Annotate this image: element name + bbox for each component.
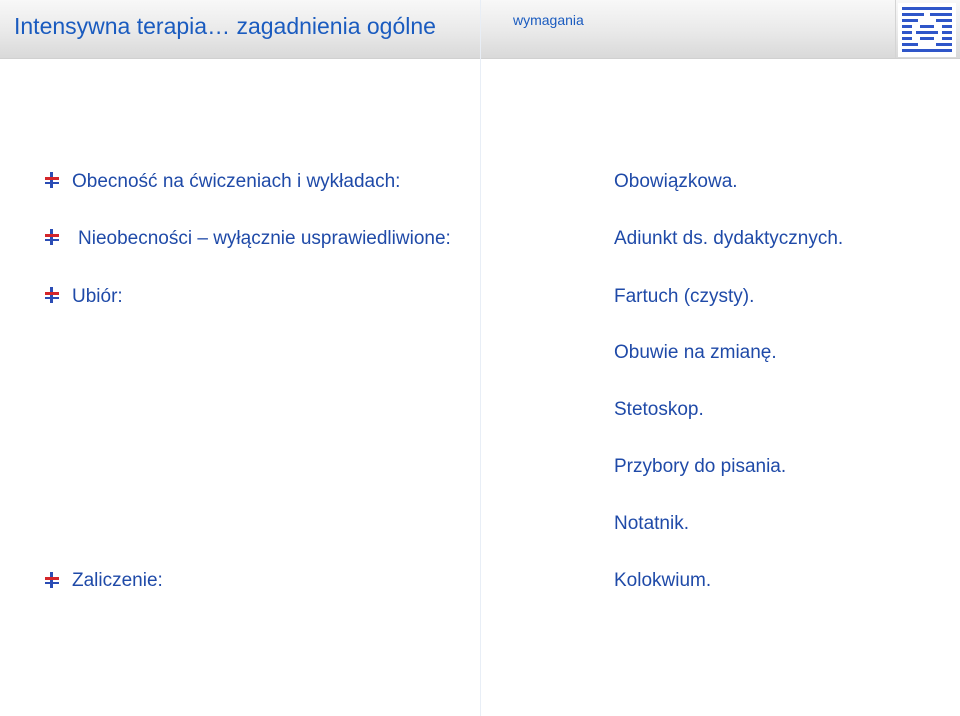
column-divider — [480, 0, 481, 716]
list-bullet-icon — [44, 572, 60, 588]
clothing-label: Ubiór: — [72, 286, 123, 307]
header-divider — [895, 0, 896, 58]
attendance-label: Obecność na ćwiczeniach i wykładach: — [72, 171, 401, 192]
absence-label: Nieobecności – wyłącznie usprawiedliwione: — [78, 228, 451, 249]
list-bullet-icon — [44, 287, 60, 303]
institution-logo-icon — [898, 3, 956, 57]
clothing-item-stethoscope: Stetoskop. — [614, 399, 704, 420]
clothing-item-notebook: Notatnik. — [614, 513, 689, 534]
clothing-value: Fartuch (czysty). — [614, 286, 755, 307]
clothing-item-shoes: Obuwie na zmianę. — [614, 342, 777, 363]
credit-value: Kolokwium. — [614, 570, 712, 591]
list-bullet-icon — [44, 172, 60, 188]
page-subtitle: wymagania — [513, 12, 584, 28]
clothing-item-writing-tools: Przybory do pisania. — [614, 456, 787, 477]
list-bullet-icon — [44, 229, 60, 245]
page-title: Intensywna terapia… zagadnienia ogólne — [14, 13, 436, 39]
credit-label: Zaliczenie: — [72, 570, 163, 591]
absence-value: Adiunkt ds. dydaktycznych. — [614, 228, 844, 249]
attendance-value: Obowiązkowa. — [614, 171, 738, 192]
